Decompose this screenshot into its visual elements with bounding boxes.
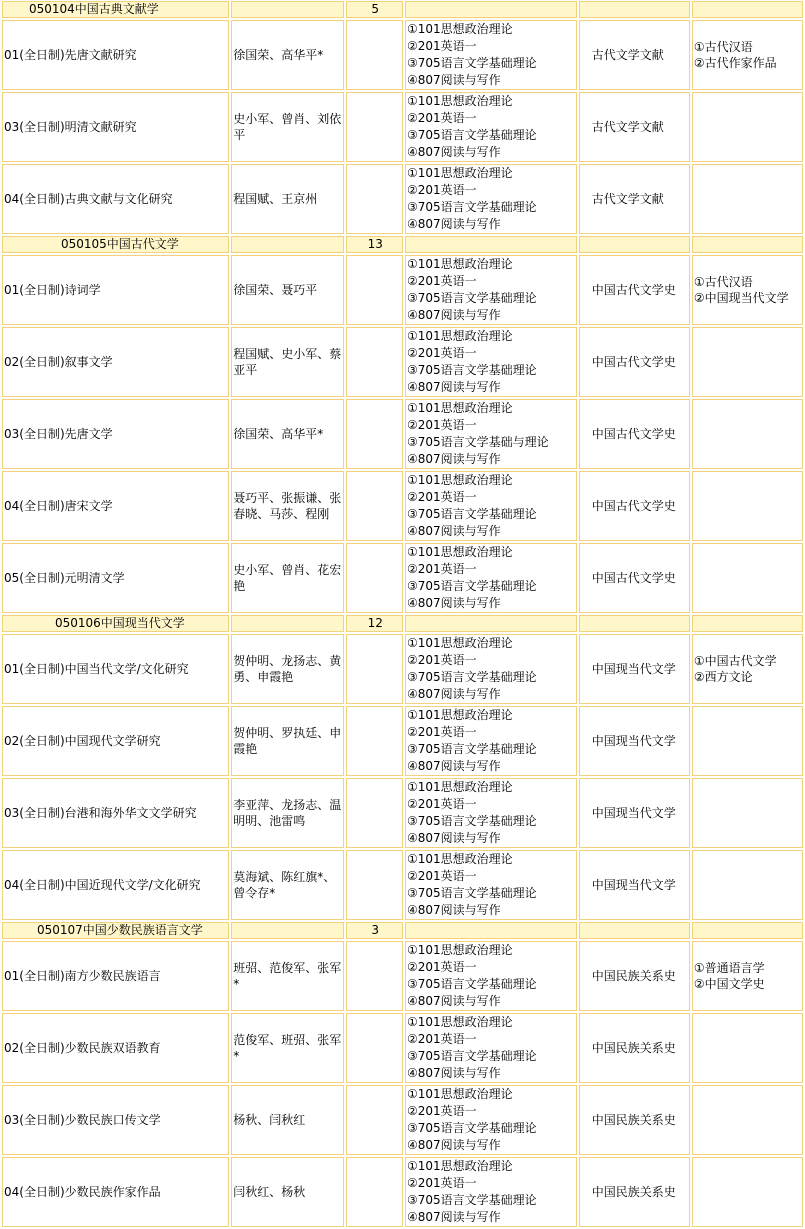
direction-reference-department: 中国民族关系史	[579, 1157, 690, 1227]
program-header-empty-cell	[692, 615, 803, 632]
direction-advisors: 贺仲明、罗执廷、申霞艳	[231, 706, 344, 776]
direction-quota-empty	[346, 255, 403, 325]
exam-subject: ②201英语一	[407, 1176, 477, 1190]
exam-subject: ②201英语一	[407, 797, 477, 811]
direction-quota-empty	[346, 1013, 403, 1083]
direction-exam-subjects	[405, 1013, 577, 1083]
exam-subject: ②201英语一	[407, 1032, 477, 1046]
program-quota: 5	[346, 1, 403, 18]
retest-subject: ①中国古代文学	[693, 654, 777, 668]
program-header-empty-cell	[579, 236, 690, 253]
exam-subject: ③705语言文学基础理论	[407, 507, 537, 521]
program-header-row	[2, 922, 803, 939]
program-header-empty-cell	[405, 236, 577, 253]
exam-subject: ③705语言文学基础理论	[407, 977, 537, 991]
direction-row	[2, 399, 803, 469]
direction-exam-subjects	[405, 399, 577, 469]
direction-quota-empty	[346, 778, 403, 848]
exam-subject: ②201英语一	[407, 869, 477, 883]
direction-advisors: 史小军、曾肖、花宏艳	[231, 543, 344, 613]
direction-retest-subjects	[692, 92, 803, 162]
exam-subject: ②201英语一	[407, 346, 477, 360]
program-header-row	[2, 615, 803, 632]
direction-row	[2, 164, 803, 234]
program-header-empty-cell	[405, 922, 577, 939]
direction-quota-empty	[346, 1157, 403, 1227]
retest-subject: ②西方文论	[693, 670, 753, 684]
direction-advisors: 程国赋、史小军、蔡亚平	[231, 327, 344, 397]
direction-retest-subjects	[692, 255, 803, 325]
direction-retest-subjects	[692, 1013, 803, 1083]
direction-row	[2, 543, 803, 613]
exam-subject: ③705语言文学基础理论	[407, 742, 537, 756]
direction-exam-subjects	[405, 255, 577, 325]
direction-advisors: 杨秋、闫秋红	[231, 1085, 344, 1155]
direction-exam-subjects	[405, 850, 577, 920]
exam-subject: ③705语言文学基础理论	[407, 1049, 537, 1063]
exam-subject: ②201英语一	[407, 725, 477, 739]
exam-subject: ②201英语一	[407, 490, 477, 504]
direction-name: 01(全日制)先唐文献研究	[2, 20, 229, 90]
direction-quota-empty	[346, 92, 403, 162]
exam-subject: ④807阅读与写作	[407, 759, 501, 773]
exam-subject: ④807阅读与写作	[407, 687, 501, 701]
exam-subject: ④807阅读与写作	[407, 217, 501, 231]
direction-retest-subjects	[692, 1085, 803, 1155]
direction-advisors: 徐国荣、高华平*	[231, 399, 344, 469]
exam-subject: ②201英语一	[407, 1104, 477, 1118]
program-quota: 13	[346, 236, 403, 253]
exam-subject: ③705语言文学基础理论	[407, 128, 537, 142]
program-quota: 12	[346, 615, 403, 632]
direction-reference-department: 中国现当代文学	[579, 778, 690, 848]
exam-subject: ①101思想政治理论	[407, 780, 513, 794]
direction-exam-subjects	[405, 20, 577, 90]
direction-exam-subjects	[405, 1157, 577, 1227]
direction-row	[2, 778, 803, 848]
direction-name: 04(全日制)古典文献与文化研究	[2, 164, 229, 234]
direction-name: 01(全日制)南方少数民族语言	[2, 941, 229, 1011]
program-title: 050106中国现当代文学	[2, 615, 229, 632]
direction-retest-subjects	[692, 20, 803, 90]
direction-exam-subjects	[405, 543, 577, 613]
direction-retest-subjects	[692, 399, 803, 469]
exam-subject: ④807阅读与写作	[407, 1066, 501, 1080]
exam-subject: ②201英语一	[407, 418, 477, 432]
direction-exam-subjects	[405, 327, 577, 397]
direction-advisors: 史小军、曾肖、刘依平	[231, 92, 344, 162]
exam-subject: ④807阅读与写作	[407, 903, 501, 917]
direction-retest-subjects	[692, 941, 803, 1011]
exam-subject: ③705语言文学基础理论	[407, 56, 537, 70]
direction-reference-department: 古代文学文献	[579, 92, 690, 162]
direction-retest-subjects	[692, 850, 803, 920]
program-advisors-empty	[231, 615, 344, 632]
direction-row	[2, 850, 803, 920]
direction-row	[2, 1013, 803, 1083]
program-header-row	[2, 1, 803, 18]
program-header-empty-cell	[692, 922, 803, 939]
program-quota: 3	[346, 922, 403, 939]
direction-name: 01(全日制)中国当代文学/文化研究	[2, 634, 229, 704]
program-advisors-empty	[231, 236, 344, 253]
exam-subject: ④807阅读与写作	[407, 1210, 501, 1224]
exam-subject: ④807阅读与写作	[407, 831, 501, 845]
direction-reference-department: 中国民族关系史	[579, 1085, 690, 1155]
direction-advisors: 程国赋、王京州	[231, 164, 344, 234]
direction-advisors: 贺仲明、龙扬志、黄勇、申霞艳	[231, 634, 344, 704]
exam-subject: ①101思想政治理论	[407, 1087, 513, 1101]
admissions-table-body	[2, 1, 803, 1227]
exam-subject: ①101思想政治理论	[407, 708, 513, 722]
direction-name: 03(全日制)少数民族口传文学	[2, 1085, 229, 1155]
direction-advisors: 莫海斌、陈红旗*、曾令存*	[231, 850, 344, 920]
exam-subject: ①101思想政治理论	[407, 22, 513, 36]
exam-subject: ④807阅读与写作	[407, 524, 501, 538]
direction-exam-subjects	[405, 706, 577, 776]
direction-name: 02(全日制)叙事文学	[2, 327, 229, 397]
exam-subject: ①101思想政治理论	[407, 852, 513, 866]
exam-subject: ③705语言文学基础理论	[407, 200, 537, 214]
direction-reference-department: 中国古代文学史	[579, 399, 690, 469]
direction-quota-empty	[346, 1085, 403, 1155]
direction-row	[2, 92, 803, 162]
direction-advisors: 徐国荣、聂巧平	[231, 255, 344, 325]
direction-reference-department: 中国现当代文学	[579, 634, 690, 704]
direction-quota-empty	[346, 471, 403, 541]
exam-subject: ③705语言文学基础理论	[407, 291, 537, 305]
exam-subject: ①101思想政治理论	[407, 401, 513, 415]
direction-advisors: 班弨、范俊军、张军*	[231, 941, 344, 1011]
direction-quota-empty	[346, 399, 403, 469]
program-title: 050104中国古典文献学	[2, 1, 229, 18]
direction-name: 03(全日制)先唐文学	[2, 399, 229, 469]
exam-subject: ④807阅读与写作	[407, 994, 501, 1008]
exam-subject: ②201英语一	[407, 111, 477, 125]
direction-exam-subjects	[405, 778, 577, 848]
direction-retest-subjects	[692, 778, 803, 848]
exam-subject: ④807阅读与写作	[407, 452, 501, 466]
retest-subject: ①普通语言学	[693, 961, 765, 975]
exam-subject: ③705语言文学基础与理论	[407, 435, 549, 449]
program-advisors-empty	[231, 1, 344, 18]
direction-quota-empty	[346, 941, 403, 1011]
exam-subject: ①101思想政治理论	[407, 636, 513, 650]
direction-reference-department: 古代文学文献	[579, 20, 690, 90]
program-header-empty-cell	[692, 236, 803, 253]
direction-name: 04(全日制)唐宋文学	[2, 471, 229, 541]
direction-name: 02(全日制)中国现代文学研究	[2, 706, 229, 776]
direction-row	[2, 706, 803, 776]
direction-row	[2, 634, 803, 704]
direction-row	[2, 471, 803, 541]
program-header-row	[2, 236, 803, 253]
direction-row	[2, 1085, 803, 1155]
direction-name: 04(全日制)少数民族作家作品	[2, 1157, 229, 1227]
direction-advisors: 聂巧平、张振谦、张春晓、马莎、程刚	[231, 471, 344, 541]
direction-retest-subjects	[692, 706, 803, 776]
direction-quota-empty	[346, 543, 403, 613]
exam-subject: ③705语言文学基础理论	[407, 1121, 537, 1135]
direction-quota-empty	[346, 706, 403, 776]
program-header-empty-cell	[405, 615, 577, 632]
exam-subject: ②201英语一	[407, 960, 477, 974]
direction-exam-subjects	[405, 92, 577, 162]
exam-subject: ①101思想政治理论	[407, 1015, 513, 1029]
direction-name: 01(全日制)诗词学	[2, 255, 229, 325]
program-advisors-empty	[231, 922, 344, 939]
program-header-empty-cell	[579, 922, 690, 939]
direction-retest-subjects	[692, 327, 803, 397]
direction-exam-subjects	[405, 1085, 577, 1155]
direction-reference-department: 中国古代文学史	[579, 543, 690, 613]
exam-subject: ③705语言文学基础理论	[407, 670, 537, 684]
exam-subject: ③705语言文学基础理论	[407, 814, 537, 828]
exam-subject: ①101思想政治理论	[407, 545, 513, 559]
direction-quota-empty	[346, 20, 403, 90]
program-title: 050105中国古代文学	[2, 236, 229, 253]
direction-retest-subjects	[692, 543, 803, 613]
direction-retest-subjects	[692, 1157, 803, 1227]
exam-subject: ④807阅读与写作	[407, 1138, 501, 1152]
direction-exam-subjects	[405, 634, 577, 704]
direction-quota-empty	[346, 850, 403, 920]
direction-exam-subjects	[405, 164, 577, 234]
direction-name: 05(全日制)元明清文学	[2, 543, 229, 613]
retest-subject: ②中国文学史	[693, 977, 765, 991]
program-header-empty-cell	[405, 1, 577, 18]
exam-subject: ③705语言文学基础理论	[407, 579, 537, 593]
direction-retest-subjects	[692, 634, 803, 704]
exam-subject: ②201英语一	[407, 274, 477, 288]
exam-subject: ③705语言文学基础理论	[407, 363, 537, 377]
direction-advisors: 范俊军、班弨、张军*	[231, 1013, 344, 1083]
direction-name: 02(全日制)少数民族双语教育	[2, 1013, 229, 1083]
exam-subject: ①101思想政治理论	[407, 1159, 513, 1173]
exam-subject: ①101思想政治理论	[407, 166, 513, 180]
retest-subject: ②中国现当代文学	[693, 291, 789, 305]
exam-subject: ③705语言文学基础理论	[407, 886, 537, 900]
direction-reference-department: 中国古代文学史	[579, 327, 690, 397]
direction-name: 03(全日制)明清文献研究	[2, 92, 229, 162]
exam-subject: ①101思想政治理论	[407, 943, 513, 957]
exam-subject: ②201英语一	[407, 653, 477, 667]
direction-row	[2, 327, 803, 397]
direction-row	[2, 941, 803, 1011]
exam-subject: ④807阅读与写作	[407, 596, 501, 610]
direction-advisors: 李亚萍、龙扬志、温明明、池雷鸣	[231, 778, 344, 848]
direction-reference-department: 古代文学文献	[579, 164, 690, 234]
program-header-empty-cell	[579, 615, 690, 632]
direction-name: 03(全日制)台港和海外华文文学研究	[2, 778, 229, 848]
exam-subject: ④807阅读与写作	[407, 308, 501, 322]
direction-reference-department: 中国现当代文学	[579, 706, 690, 776]
exam-subject: ④807阅读与写作	[407, 145, 501, 159]
direction-reference-department: 中国古代文学史	[579, 255, 690, 325]
direction-retest-subjects	[692, 164, 803, 234]
exam-subject: ②201英语一	[407, 562, 477, 576]
retest-subject: ①古代汉语	[693, 275, 753, 289]
direction-exam-subjects	[405, 941, 577, 1011]
retest-subject: ②古代作家作品	[693, 56, 777, 70]
direction-quota-empty	[346, 164, 403, 234]
direction-name: 04(全日制)中国近现代文学/文化研究	[2, 850, 229, 920]
program-header-empty-cell	[579, 1, 690, 18]
direction-row	[2, 20, 803, 90]
exam-subject: ②201英语一	[407, 183, 477, 197]
exam-subject: ①101思想政治理论	[407, 94, 513, 108]
direction-reference-department: 中国古代文学史	[579, 471, 690, 541]
exam-subject: ③705语言文学基础理论	[407, 1193, 537, 1207]
direction-quota-empty	[346, 327, 403, 397]
exam-subject: ①101思想政治理论	[407, 257, 513, 271]
direction-reference-department: 中国民族关系史	[579, 941, 690, 1011]
direction-row	[2, 1157, 803, 1227]
retest-subject: ①古代汉语	[693, 40, 753, 54]
direction-row	[2, 255, 803, 325]
exam-subject: ④807阅读与写作	[407, 73, 501, 87]
direction-advisors: 闫秋红、杨秋	[231, 1157, 344, 1227]
direction-quota-empty	[346, 634, 403, 704]
direction-retest-subjects	[692, 471, 803, 541]
exam-subject: ④807阅读与写作	[407, 380, 501, 394]
program-title: 050107中国少数民族语言文学	[2, 922, 229, 939]
exam-subject: ②201英语一	[407, 39, 477, 53]
direction-exam-subjects	[405, 471, 577, 541]
direction-advisors: 徐国荣、高华平*	[231, 20, 344, 90]
direction-reference-department: 中国民族关系史	[579, 1013, 690, 1083]
exam-subject: ①101思想政治理论	[407, 329, 513, 343]
exam-subject: ①101思想政治理论	[407, 473, 513, 487]
program-header-empty-cell	[692, 1, 803, 18]
direction-reference-department: 中国现当代文学	[579, 850, 690, 920]
